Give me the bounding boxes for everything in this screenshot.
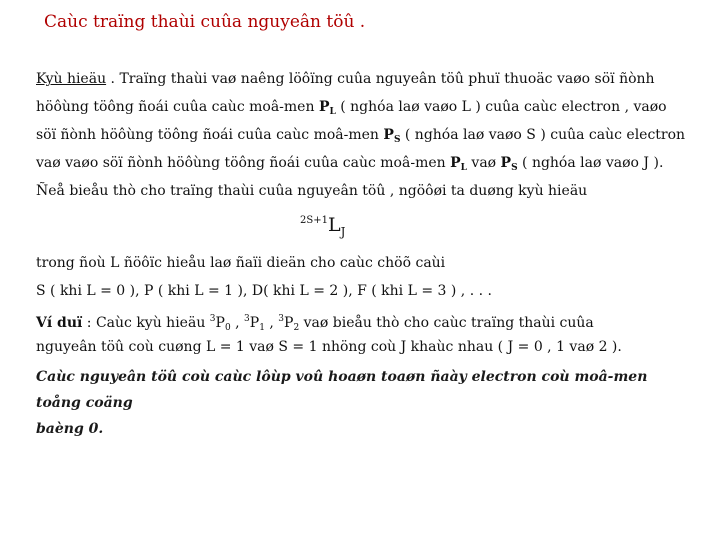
- term-3p0: $^3P_0$: [209, 314, 231, 333]
- explain-line-2: S ( khi L = 0 ), P ( khi L = 1 ), D( khi L = 2 ), F ( khi L = 3 ) , . . .: [36, 283, 492, 299]
- definition-line-5: Ñeå bieåu thò cho traïng thaùi cuûa nguyeân töû , ngöôøi ta duøng kyù hieäu: [36, 183, 588, 199]
- definition-line-1: [36, 66, 686, 92]
- formula-multiplicity: 2S+1: [300, 215, 328, 226]
- formula-J: J: [340, 225, 346, 239]
- comma-2: ,: [264, 315, 279, 331]
- definition-label: Kyù hieäu: [36, 71, 107, 87]
- example-label: Ví duï: [36, 315, 83, 331]
- closed-shell-note: [36, 364, 686, 442]
- example-text-tail: vaø bieåu thò cho caùc traïng thaùi cuûa: [299, 315, 594, 331]
- symbol-pl-2: $P_L$: [450, 155, 467, 173]
- note-line-1: Caùc nguyeân töû coù caùc lôùp voû hoaøn toaøn ñaày electron coù moâ-men toång coäng: [36, 369, 648, 411]
- symbol-ps: $P_S$: [383, 127, 401, 145]
- comma-1: ,: [230, 315, 245, 331]
- term-3p1: $^3P_1$: [244, 314, 265, 333]
- definition-line-4: [36, 150, 686, 181]
- definition-text-4a: vaø vaøo söï ñònh höôùng töông ñoái cuûa caùc moâ-men: [36, 155, 451, 171]
- definition-text-4c: ( nghóa laø vaøo J ).: [517, 155, 664, 171]
- definition-text-2b: ( nghóa laø vaøo L ) cuûa caùc electron , vaøo: [335, 99, 667, 115]
- note-line-2: baèng 0.: [36, 421, 104, 437]
- formula-L: L: [327, 214, 341, 236]
- slide-title: Caùc traïng thaùi cuûa nguyeân töû .: [44, 12, 366, 32]
- definition-text-1: . Traïng thaùi vaø naêng löôïng cuûa nguyeân töû phuï thuoäc vaøo söï ñònh: [106, 71, 655, 87]
- symbol-ps-2: $P_S$: [500, 155, 518, 173]
- explain-line-1: trong ñoù L ñöôïc hieåu laø ñaïi dieän cho caùc chöõ caùi: [36, 255, 446, 271]
- term-symbol-formula: [300, 214, 345, 239]
- definition-line-2: [36, 94, 686, 125]
- definition-text-4b: vaø: [466, 155, 501, 171]
- term-3p2: $^3P_2$: [278, 314, 300, 333]
- definition-text-2a: höôùng töông ñoái cuûa caùc moâ-men: [36, 99, 319, 115]
- definition-line-3: [36, 122, 686, 153]
- definition-text-3a: söï ñònh höôùng töông ñoái cuûa caùc moâ-men: [36, 127, 384, 143]
- example-text-intro: : Caùc kyù hieäu: [82, 315, 210, 331]
- example-line-2: nguyeân töû coù cuøng L = 1 vaø S = 1 nhöng coù J khaùc nhau ( J = 0 , 1 vaø 2 ).: [36, 339, 622, 355]
- symbol-pl: $P_L$: [318, 99, 336, 117]
- definition-text-3b: ( nghóa laø vaøo S ) cuûa caùc electron: [400, 127, 686, 143]
